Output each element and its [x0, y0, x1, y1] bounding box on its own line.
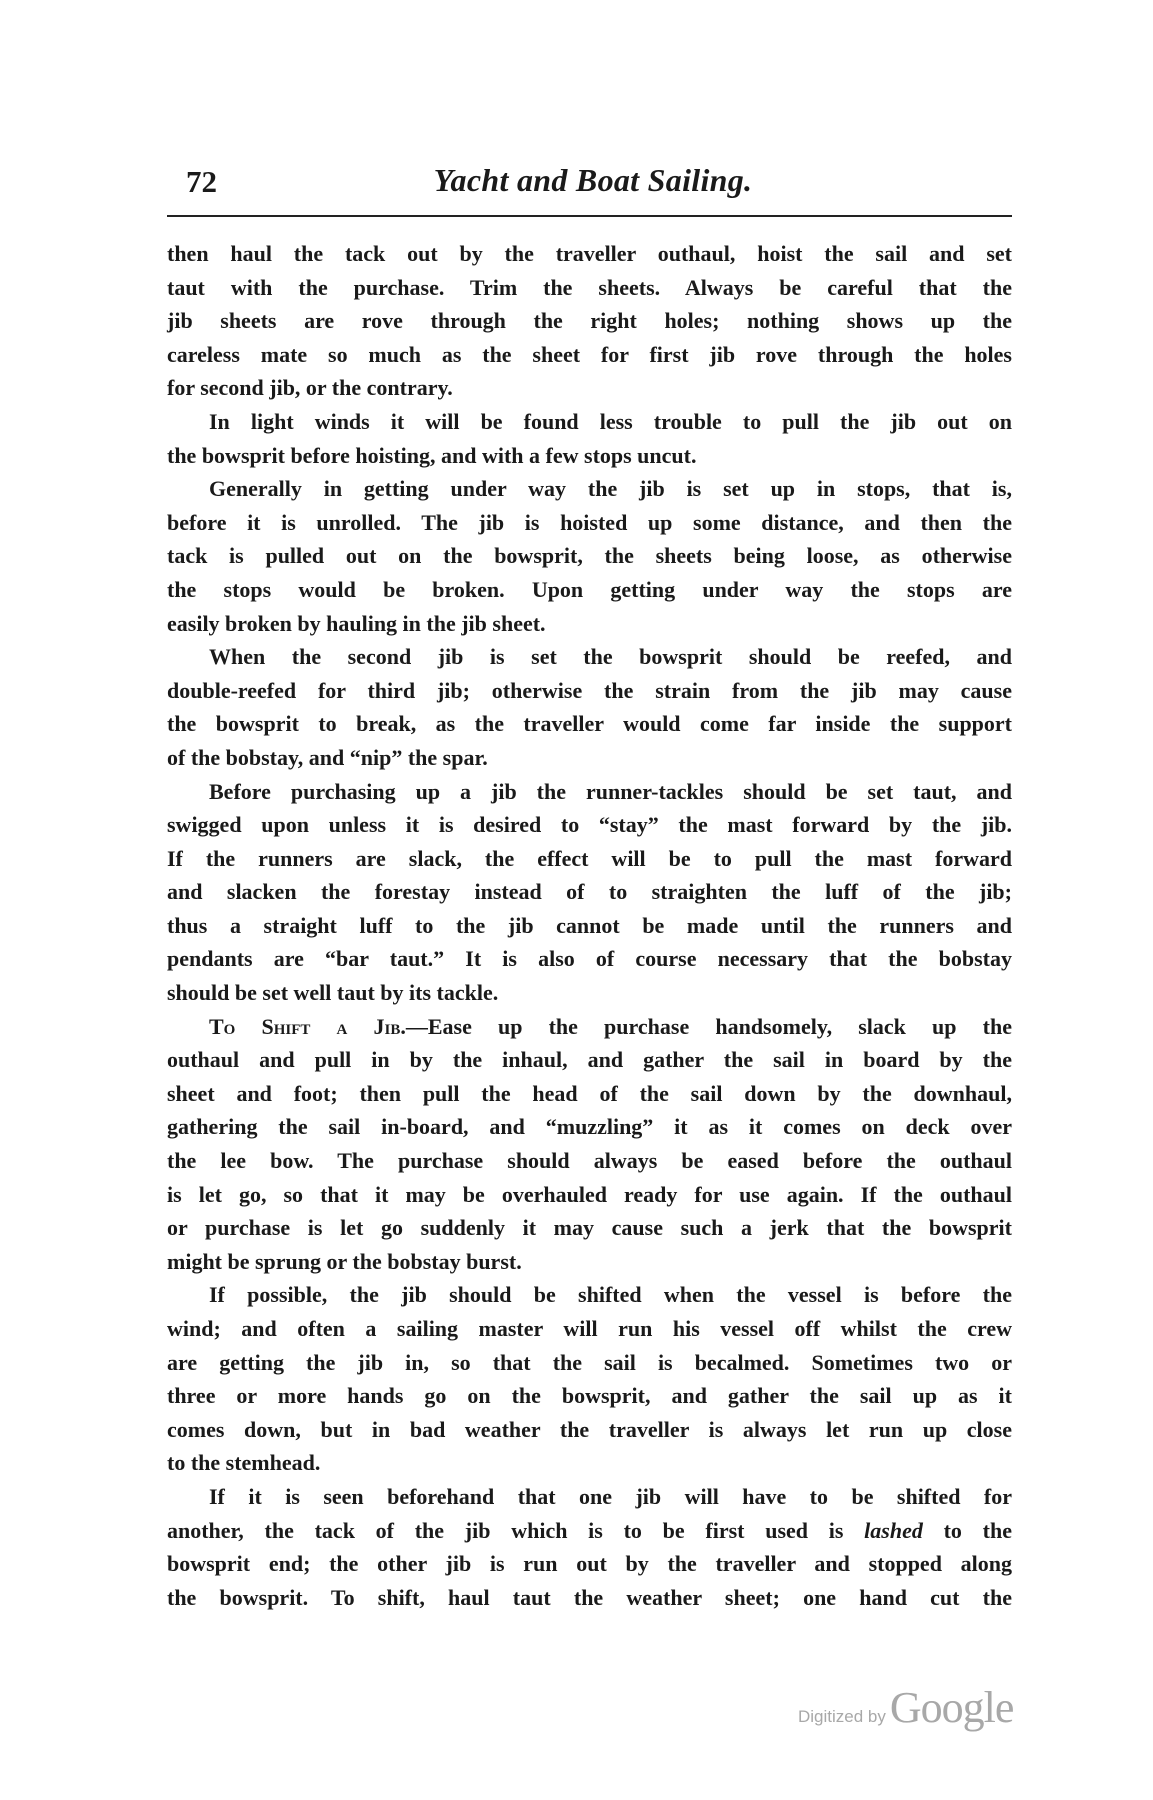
- text-line: [167, 1278, 1012, 1312]
- text-line: [167, 271, 1012, 305]
- text-segment: gathering the sail in-board, and “muzzling” it as it comes on deck over: [167, 1114, 1012, 1140]
- text-segment: to the stemhead.: [167, 1450, 321, 1476]
- text-line: [167, 909, 1012, 943]
- text-segment: are getting the jib in, so that the sail is becalmed. Sometimes two or: [167, 1349, 1012, 1375]
- text-line: [167, 875, 1012, 909]
- text-line: [167, 808, 1012, 842]
- text-segment: the stops would be broken. Upon getting under way the stops are: [167, 576, 1012, 602]
- text-line: [167, 674, 1012, 708]
- text-segment: easily broken by hauling in the jib sheet.: [167, 610, 546, 636]
- text-segment: the lee bow. The purchase should always be eased before the outhaul: [167, 1148, 1012, 1174]
- text-segment: or purchase is let go suddenly it may cause such a jerk that the bowsprit: [167, 1215, 1012, 1241]
- section-heading: To Shift a Jib.: [209, 1013, 406, 1039]
- text-segment: might be sprung or the bobstay burst.: [167, 1248, 522, 1274]
- watermark-prefix: Digitized by: [798, 1707, 886, 1726]
- text-segment: and slacken the forestay instead of to straighten the luff of the jib;: [167, 879, 1012, 905]
- text-line: [167, 1581, 1012, 1615]
- text-line: [167, 1346, 1012, 1380]
- text-line: [167, 439, 1012, 473]
- text-line: [167, 1010, 1012, 1044]
- text-line: [167, 237, 1012, 271]
- text-segment: before it is unrolled. The jib is hoisted up some distance, and then the: [167, 509, 1012, 535]
- text-line: [167, 405, 1012, 439]
- text-line: [167, 1514, 1012, 1548]
- text-segment: If possible, the jib should be shifted when the vessel is before the: [209, 1282, 1012, 1308]
- paragraph: [167, 472, 1012, 640]
- text-segment: the bowsprit before hoisting, and with a few stops uncut.: [167, 442, 697, 468]
- text-segment: the bowsprit to break, as the traveller would come far inside the support: [167, 711, 1012, 737]
- text-line: [167, 842, 1012, 876]
- text-segment: comes down, but in bad weather the traveller is always let run up close: [167, 1416, 1012, 1442]
- text-segment: wind; and often a sailing master will run his vessel off whilst the crew: [167, 1316, 1012, 1341]
- text-line: [167, 304, 1012, 338]
- text-segment: then haul the tack out by the traveller outhaul, hoist the sail and set: [167, 241, 1012, 266]
- text-segment: is let go, so that it may be overhauled ready for use again. If the outhaul: [167, 1181, 1012, 1207]
- text-line: [167, 741, 1012, 775]
- text-line: [167, 1379, 1012, 1413]
- text-segment: When the second jib is set the bowsprit should be reefed, and: [209, 644, 1012, 670]
- text-line: [167, 371, 1012, 405]
- text-line: [167, 506, 1012, 540]
- text-line: [167, 1211, 1012, 1245]
- text-line: [167, 942, 1012, 976]
- text-segment: for second jib, or the contrary.: [167, 375, 453, 401]
- text-segment: careless mate so much as the sheet for first jib rove through the holes: [167, 341, 1012, 367]
- text-line: [167, 1245, 1012, 1279]
- text-segment: bowsprit end; the other jib is run out by the traveller and stopped along: [167, 1551, 1012, 1577]
- text-line: [167, 1043, 1012, 1077]
- text-segment: jib sheets are rove through the right holes; nothing shows up the: [167, 308, 1012, 334]
- text-line: [167, 1178, 1012, 1212]
- paragraph: [167, 1278, 1012, 1480]
- text-line: [167, 1480, 1012, 1514]
- text-line: [167, 640, 1012, 674]
- text-segment: sheet and foot; then pull the head of the sail down by the downhaul,: [167, 1080, 1012, 1106]
- text-line: [167, 976, 1012, 1010]
- text-segment: tack is pulled out on the bowsprit, the sheets being loose, as otherwise: [167, 543, 1012, 569]
- text-line: [167, 539, 1012, 573]
- text-line: [167, 573, 1012, 607]
- text-line: [167, 607, 1012, 641]
- text-segment: If it is seen beforehand that one jib will have to be shifted for: [209, 1483, 1012, 1509]
- page-number: 72: [186, 164, 217, 199]
- text-segment: should be set well taut by its tackle.: [167, 980, 499, 1006]
- paragraph: [167, 237, 1012, 405]
- text-segment: outhaul and pull in by the inhaul, and gather the sail in board by the: [167, 1047, 1012, 1073]
- text-line: [167, 707, 1012, 741]
- text-line: [167, 1144, 1012, 1178]
- text-segment: the bowsprit. To shift, haul taut the weather sheet; one hand cut the: [167, 1584, 1012, 1610]
- text-segment: double-reefed for third jib; otherwise the strain from the jib may cause: [167, 677, 1012, 703]
- google-logo: Google: [889, 1683, 1014, 1732]
- text-line: [167, 1446, 1012, 1480]
- paragraph: [167, 1010, 1012, 1279]
- italic-text: lashed: [864, 1517, 923, 1543]
- text-line: [167, 338, 1012, 372]
- running-title: Yacht and Boat Sailing.: [433, 162, 753, 198]
- text-segment: swigged upon unless it is desired to “stay” the mast forward by the jib.: [167, 812, 1012, 838]
- text-segment: another, the tack of the jib which is to be first used is: [167, 1517, 865, 1543]
- text-segment: If the runners are slack, the effect will be to pull the mast forward: [167, 845, 1012, 871]
- text-segment: thus a straight luff to the jib cannot be made until the runners and: [167, 912, 1012, 938]
- text-segment: three or more hands go on the bowsprit, and gather the sail up as it: [167, 1383, 1012, 1409]
- text-segment: pendants are “bar taut.” It is also of course necessary that the bobstay: [167, 946, 1012, 972]
- text-line: [167, 1077, 1012, 1111]
- text-segment: to the: [922, 1517, 1012, 1543]
- text-segment: Before purchasing up a jib the runner-tackles should be set taut, and: [209, 778, 1012, 804]
- paragraph: [167, 405, 1012, 472]
- header-rule: [167, 215, 1012, 217]
- body-text: [167, 237, 1012, 1614]
- text-segment: taut with the purchase. Trim the sheets. Always be careful that the: [167, 274, 1012, 300]
- text-line: [167, 472, 1012, 506]
- paragraph: [167, 775, 1012, 1010]
- text-line: [167, 1547, 1012, 1581]
- text-segment: In light winds it will be found less trouble to pull the jib out on: [209, 408, 1012, 434]
- text-segment: —Ease up the purchase handsomely, slack up the: [405, 1013, 1012, 1039]
- text-segment: Generally in getting under way the jib is set up in stops, that is,: [209, 476, 1012, 502]
- text-line: [167, 1312, 1012, 1346]
- text-line: [167, 1110, 1012, 1144]
- text-line: [167, 775, 1012, 809]
- watermark: [798, 1682, 1013, 1733]
- text-segment: of the bobstay, and “nip” the spar.: [167, 744, 488, 770]
- text-line: [167, 1413, 1012, 1447]
- paragraph: [167, 1480, 1012, 1614]
- paragraph: [167, 640, 1012, 774]
